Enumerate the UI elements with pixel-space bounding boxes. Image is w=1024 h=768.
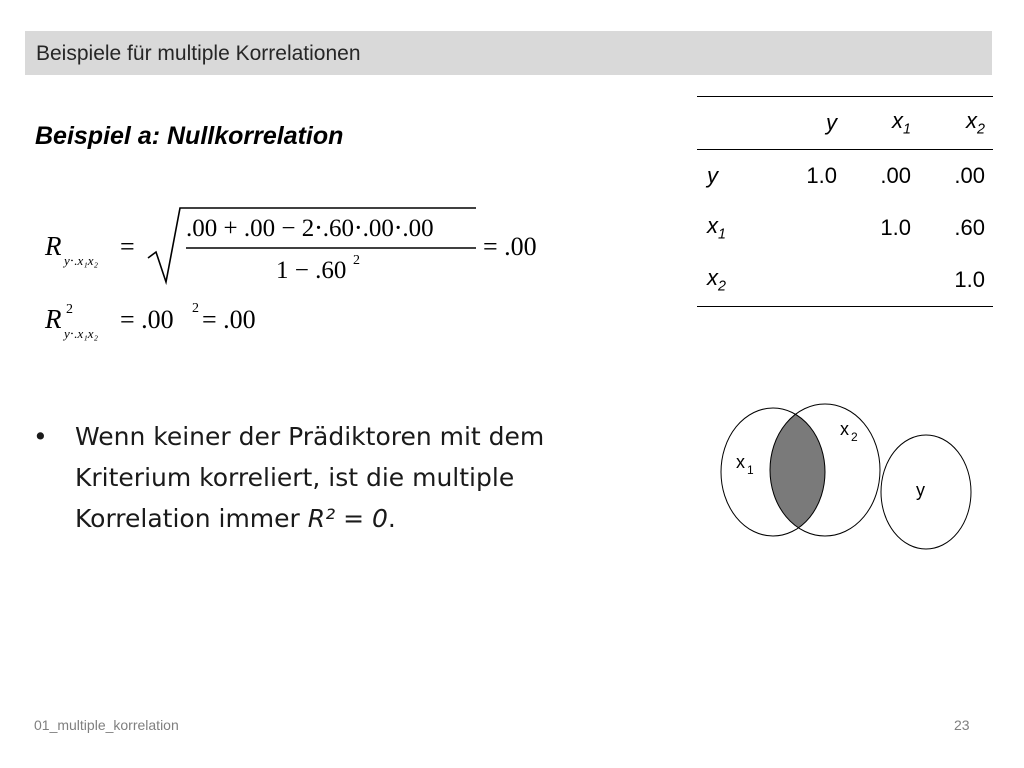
formula-denominator: 1 − .60 [276,257,347,284]
formula2-rhs: = .00 [120,305,174,334]
venn-label-y: y [916,480,925,500]
formula2-r-superscript: 2 [66,302,73,317]
bullet-item [33,416,633,539]
table-cell: 1.0 [880,215,911,240]
venn-label-x2: x [840,419,849,439]
venn-label-x2-sub: 2 [851,430,858,444]
table-cell: .00 [954,163,985,188]
table-cell: 1.0 [806,163,837,188]
venn-circle-y [881,435,971,549]
formula2-result: = .00 [202,305,256,334]
table-corner-cell [697,97,771,150]
row-label-y: y [707,163,718,188]
example-heading: Beispiel a: Nullkorrelation [35,122,344,150]
table-cell: 1.0 [919,254,993,307]
formula2-r-subscript: y⋅.x₁x₂ [64,326,99,341]
formula-result: = .00 [483,232,537,261]
bullet-formula: R² = 0 [307,504,388,533]
table-header-x1: $x_1$ [845,97,919,150]
table-cell [771,254,845,307]
venn-diagram [715,392,980,562]
formula-block [40,200,600,360]
table-row [697,202,993,254]
formula2-rhs-exponent: 2 [192,301,199,316]
slide-header [25,31,992,75]
venn-label-x1-sub: 1 [747,463,754,477]
bullet-text: Wenn keiner der Prädiktoren mit dem Kriterium korreliert, ist die multiple Korrelation immer R² = 0. [75,422,545,533]
correlation-table [697,96,993,307]
table-cell: .60 [954,215,985,240]
formula-denominator-exponent: 2 [353,253,360,268]
formula2-r-symbol: R [45,304,62,334]
table-header-y: y [771,97,845,150]
table-row [697,254,993,307]
formula-equals: = [120,232,135,261]
page-number: 23 [954,717,970,733]
slide-title: Beispiele für multiple Korrelationen [36,42,361,65]
table-header-row [697,97,993,150]
formula-numerator: .00 + .00 − 2⋅.60⋅.00⋅.00 [186,215,434,242]
table-cell [845,254,919,307]
row-label-x2: $x_2$ [697,254,771,307]
table-header-x2: $x_2$ [919,97,993,150]
formula-r-subscript: y⋅.x₁x₂ [64,253,99,268]
table-row [697,150,993,203]
table-cell: .00 [880,163,911,188]
venn-label-x1: x [736,452,745,472]
bullet-dot-icon: • [33,422,48,451]
row-label-x1: $x_1$ [707,213,726,243]
table-cell [771,202,845,254]
footer-filename: 01_multiple_korrelation [34,717,179,733]
formula-r-symbol: R [45,231,62,261]
